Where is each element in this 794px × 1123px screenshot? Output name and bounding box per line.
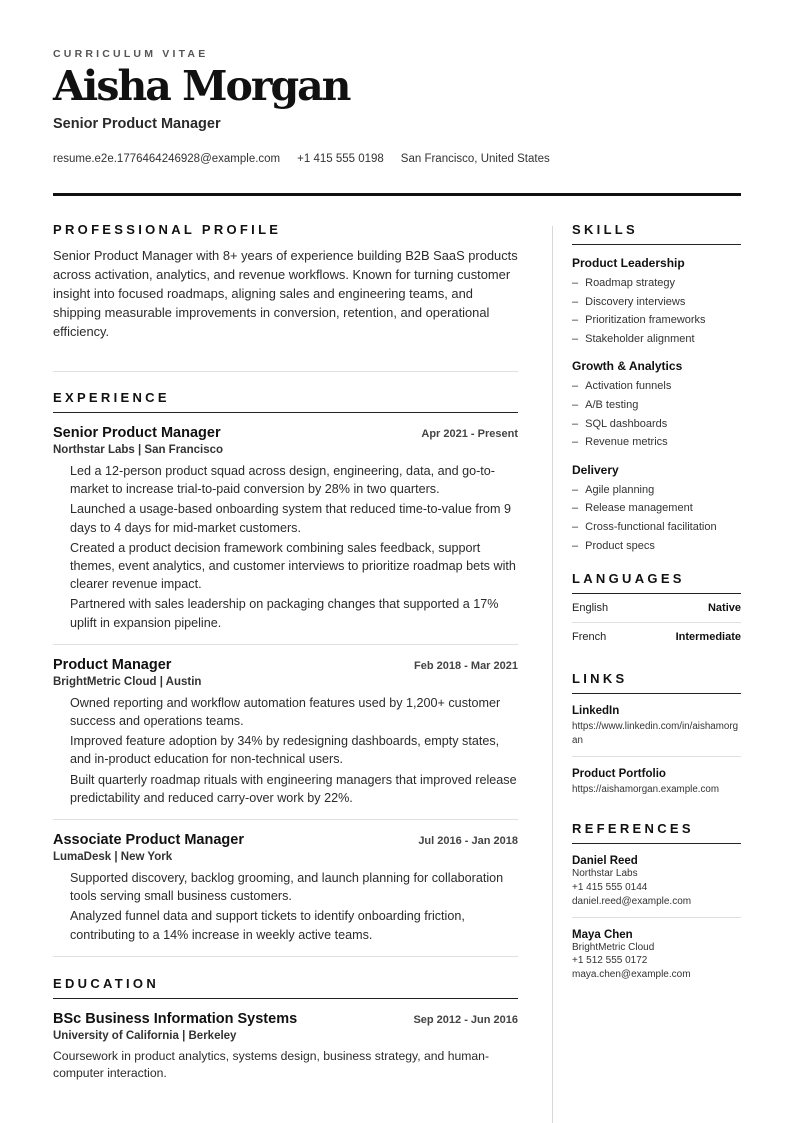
section-divider [53, 371, 518, 372]
job-dates: Feb 2018 - Mar 2021 [414, 659, 518, 672]
language-level: Native [707, 602, 741, 615]
link-url[interactable]: https://www.linkedin.com/in/aishamorgan [572, 721, 739, 747]
job-bullet: Led a 12-person product squad across design, engineering, data, and go-to-market to increase trial-to-paid conversion by 28% in two quarters. [70, 464, 495, 497]
skills-title: SKILLS [572, 222, 741, 245]
job-role: Senior Product Manager [53, 425, 221, 441]
job-role: Associate Product Manager [53, 832, 244, 849]
skill-label: Prioritization frameworks [585, 314, 706, 327]
skill-group-title: Growth & Analytics [572, 359, 683, 374]
reference-item [572, 844, 741, 917]
references-section [572, 821, 741, 990]
skill-item [572, 311, 741, 330]
school-name: University of California | Berkeley [53, 1029, 237, 1042]
link-item [572, 694, 741, 757]
language-row [572, 623, 741, 651]
skill-item [572, 293, 741, 312]
document-eyebrow: CURRICULUM VITAE [53, 48, 209, 60]
reference-name: Maya Chen [572, 928, 633, 941]
education-section [53, 976, 518, 1083]
dash-marker: – [572, 539, 579, 552]
main-column [53, 222, 518, 1083]
reference-list [572, 844, 741, 990]
link-item [572, 757, 741, 805]
skill-label: Release management [585, 502, 693, 515]
job-header [53, 657, 518, 673]
link-label: Product Portfolio [572, 768, 666, 781]
job-bullet: Improved feature adoption by 34% by redesigning dashboards, empty states, and in-product education for non-technical users. [70, 734, 500, 767]
language-name: French [572, 631, 607, 644]
job-company: BrightMetric Cloud | Austin [53, 675, 202, 688]
skill-item [572, 518, 741, 537]
job-entry [53, 645, 518, 820]
experience-title: EXPERIENCE [53, 390, 518, 413]
skill-label: Cross-functional facilitation [585, 520, 717, 533]
candidate-name: Aisha Morgan [53, 62, 350, 110]
education-dates: Sep 2012 - Jun 2016 [413, 1013, 518, 1026]
link-url[interactable]: https://aishamorgan.example.com [572, 784, 720, 796]
job-header [53, 832, 518, 848]
skill-item [572, 396, 741, 415]
reference-name: Daniel Reed [572, 855, 638, 868]
dash-marker: – [572, 502, 579, 515]
skill-item [572, 481, 741, 500]
profile-title: PROFESSIONAL PROFILE [53, 222, 282, 237]
experience-section [53, 390, 518, 957]
links-section [572, 671, 741, 805]
job-bullet: Analyzed funnel data and support tickets to identify onboarding friction, contributing to a 14% increase in weekly active teams. [70, 909, 465, 942]
job-bullet-list [53, 694, 518, 807]
job-list [53, 413, 518, 957]
link-list [572, 694, 741, 805]
job-bullet: Created a product decision framework combining sales feedback, support themes, event analytics, and customer interviews to prioritize roadmap bets with clearer revenue impact. [70, 540, 516, 592]
skill-label: A/B testing [585, 398, 639, 411]
reference-phone[interactable]: +1 415 555 0144 [572, 881, 648, 893]
reference-company: BrightMetric Cloud [572, 941, 655, 953]
job-entry [53, 820, 518, 957]
job-header [53, 425, 518, 441]
job-bullet: Partnered with sales leadership on packaging changes that supported a 17% uplift in expansion pipeline. [70, 597, 499, 630]
dash-marker: – [572, 483, 579, 496]
dash-marker: – [572, 277, 579, 289]
skill-item [572, 377, 741, 396]
job-bullet-list [53, 869, 518, 944]
skill-item [572, 433, 741, 452]
education-text: Coursework in product analytics, systems design, business strategy, and human-computer interaction. [53, 1048, 490, 1081]
skill-item [572, 330, 741, 349]
dash-marker: – [572, 417, 579, 430]
dash-marker: – [572, 520, 579, 533]
skill-item [572, 274, 741, 293]
sidebar-column [572, 222, 741, 990]
language-name: English [572, 602, 609, 615]
skill-label: SQL dashboards [585, 417, 668, 430]
job-entry [53, 413, 518, 645]
candidate-headline: Senior Product Manager [53, 116, 221, 132]
skill-label: Revenue metrics [585, 436, 668, 449]
skill-group [572, 359, 741, 451]
skills-section [572, 222, 741, 555]
job-company: LumaDesk | New York [53, 851, 173, 864]
links-title: LINKS [572, 671, 741, 694]
job-company: Northstar Labs | San Francisco [53, 444, 224, 456]
job-bullet: Owned reporting and workflow automation features used by 1,200+ customer success and operations teams. [70, 695, 501, 729]
reference-item [572, 918, 741, 990]
dash-marker: – [572, 436, 579, 449]
skill-item [572, 415, 741, 434]
header-divider [53, 193, 741, 196]
language-level: Intermediate [675, 631, 741, 644]
contact-phone[interactable]: +1 415 555 0198 [297, 153, 384, 165]
dash-marker: – [572, 314, 579, 327]
education-entry [53, 999, 518, 1083]
dash-marker: – [572, 380, 579, 393]
references-title: REFERENCES [572, 821, 741, 844]
skill-label: Discovery interviews [585, 295, 686, 308]
reference-email[interactable]: maya.chen@example.com [572, 969, 691, 981]
profile-section [53, 222, 518, 341]
skill-item [572, 537, 741, 556]
language-list [572, 594, 741, 651]
job-bullet: Launched a usage-based onboarding system that reduced time-to-value from 9 days to 4 days for mid-market customers. [70, 502, 512, 535]
skill-groups [572, 256, 741, 555]
link-label: LinkedIn [572, 705, 620, 718]
dash-marker: – [572, 332, 579, 345]
skill-label: Roadmap strategy [585, 277, 676, 289]
skill-group-title: Product Leadership [572, 256, 685, 270]
job-bullet: Supported discovery, backlog grooming, and launch planning for collaboration tools serving small business customers. [70, 871, 504, 904]
dash-marker: – [572, 398, 579, 411]
contact-row [53, 153, 550, 165]
job-dates: Jul 2016 - Jan 2018 [418, 835, 518, 848]
job-dates: Apr 2021 - Present [421, 428, 518, 440]
reference-phone[interactable]: +1 512 555 0172 [572, 955, 648, 967]
contact-location: San Francisco, United States [400, 153, 550, 165]
languages-title: LANGUAGES [572, 571, 741, 594]
language-row [572, 594, 741, 623]
reference-email[interactable]: daniel.reed@example.com [572, 895, 692, 907]
job-role: Product Manager [53, 656, 172, 673]
languages-section [572, 571, 741, 651]
skill-label: Stakeholder alignment [585, 332, 695, 345]
skill-label: Agile planning [585, 483, 655, 496]
column-divider [552, 226, 553, 1123]
skill-label: Activation funnels [585, 380, 672, 393]
skill-label: Product specs [585, 539, 655, 552]
skill-group [572, 463, 741, 555]
job-bullet-list [53, 462, 518, 632]
reference-company: Northstar Labs [572, 868, 638, 880]
dash-marker: – [572, 295, 579, 308]
profile-text: Senior Product Manager with 8+ years of experience building B2B SaaS products across activation, analytics, and revenue workflows. Known for turning customer insight into focused roadmaps, aligning sales and engineering teams, and shipping measurable improvements in conversion, retention, and operational efficiency. [53, 248, 518, 339]
job-bullet: Built quarterly roadmap rituals with engineering managers that improved release predictability and reduced carry-over work by 22%. [70, 772, 517, 805]
skill-group-title: Delivery [572, 462, 619, 477]
skill-group [572, 256, 741, 348]
contact-email[interactable]: resume.e2e.1776464246928@example.com [53, 153, 281, 165]
degree-title: BSc Business Information Systems [53, 1010, 298, 1027]
education-title: EDUCATION [53, 976, 518, 999]
skill-item [572, 499, 741, 518]
